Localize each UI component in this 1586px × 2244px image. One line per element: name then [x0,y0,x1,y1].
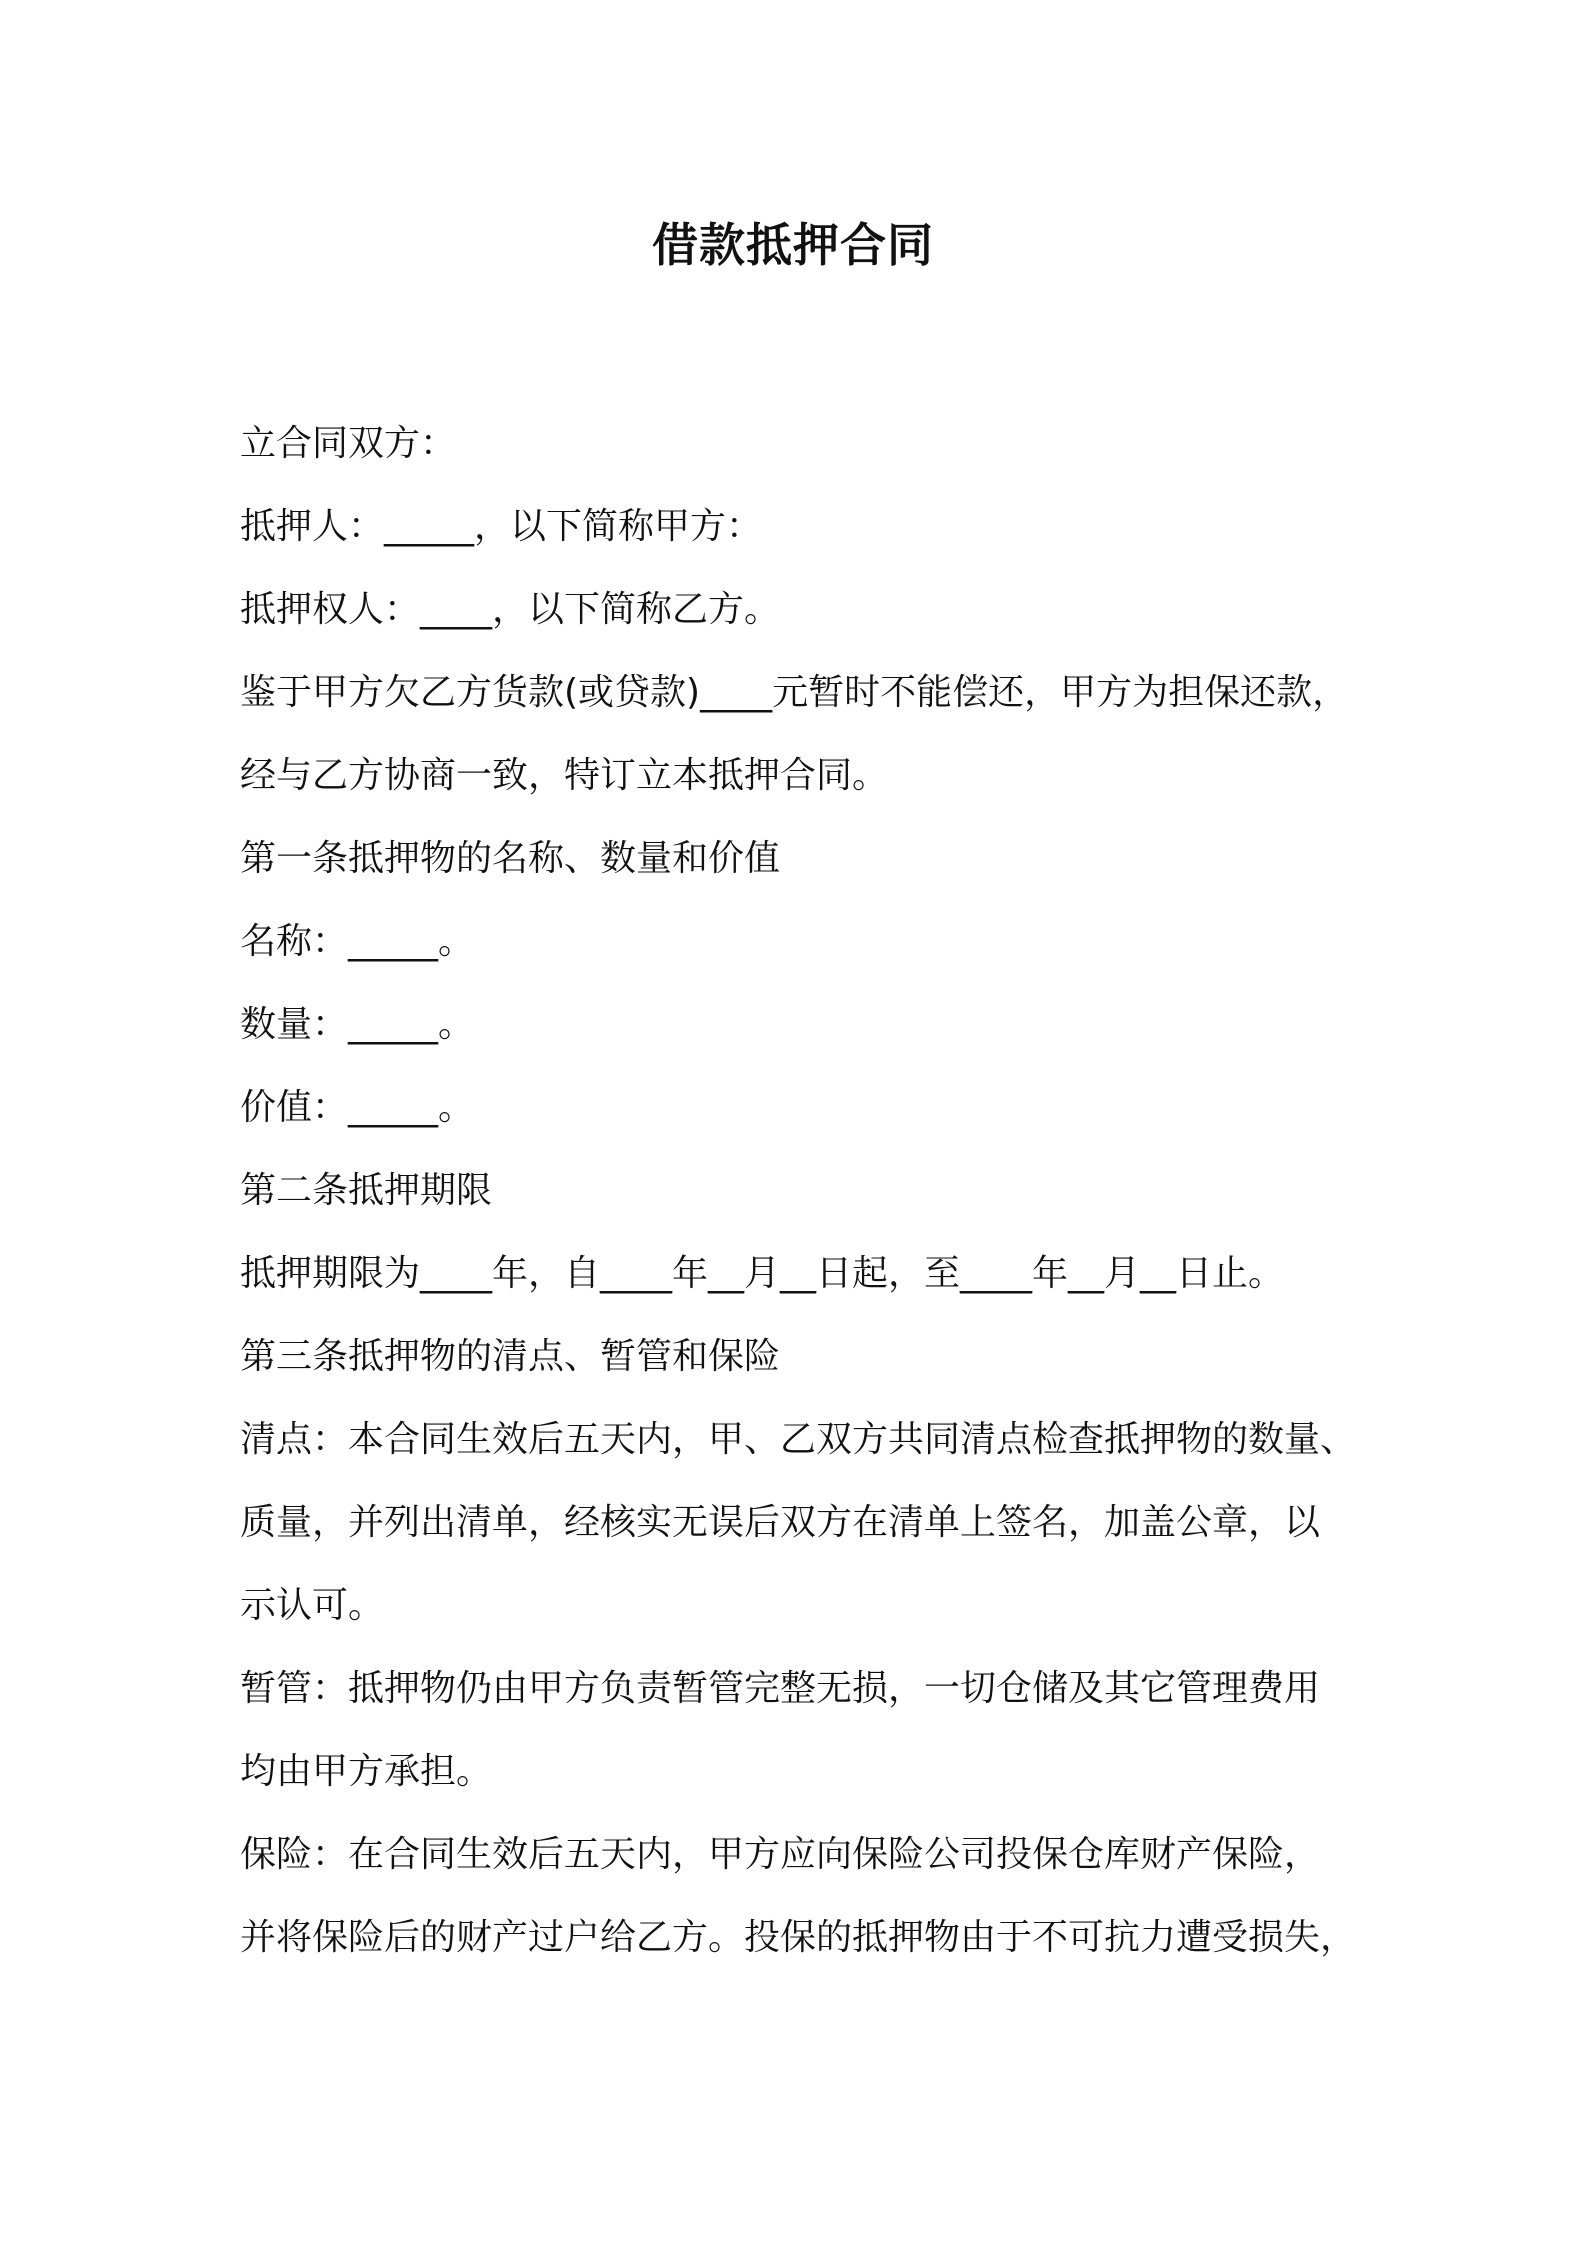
body-line: 质量，并列出清单，经核实无误后双方在清单上签名，加盖公章，以 [240,1502,1321,1543]
body-line: 抵押人：_____，以下简称甲方： [240,506,763,547]
body-line: 并将保险后的财产过户给乙方。投保的抵押物由于不可抗力遭受损失， [240,1917,1357,1958]
section-heading: 第二条抵押期限 [240,1170,493,1211]
document-title: 借款抵押合同 [652,218,934,272]
body-line: 数量：_____。 [240,1004,475,1045]
body-line: 名称：_____。 [240,921,475,962]
body-line: 保险：在合同生效后五天内，甲方应向保险公司投保仓库财产保险， [240,1834,1321,1875]
body-line: 鉴于甲方欠乙方货款(或贷款)____元暂时不能偿还，甲方为担保还款， [240,672,1349,713]
document-body [240,402,1380,1979]
section-heading: 第一条抵押物的名称、数量和价值 [240,838,781,879]
body-line: 清点：本合同生效后五天内，甲、乙双方共同清点检查抵押物的数量、 [240,1419,1357,1460]
body-line: 暂管：抵押物仍由甲方负责暂管完整无损，一切仓储及其它管理费用 [240,1668,1321,1709]
body-line: 抵押期限为____年，自____年__月__日起，至____年__月__日止。 [240,1253,1285,1294]
body-line: 抵押权人：____，以下简称乙方。 [240,589,781,630]
body-line: 示认可。 [240,1585,385,1626]
body-line: 经与乙方协商一致，特订立本抵押合同。 [240,755,889,796]
body-line: 均由甲方承担。 [240,1751,493,1792]
body-line: 立合同双方： [240,423,457,464]
body-line: 价值：_____。 [240,1087,475,1128]
section-heading: 第三条抵押物的清点、暂管和保险 [240,1336,781,1377]
